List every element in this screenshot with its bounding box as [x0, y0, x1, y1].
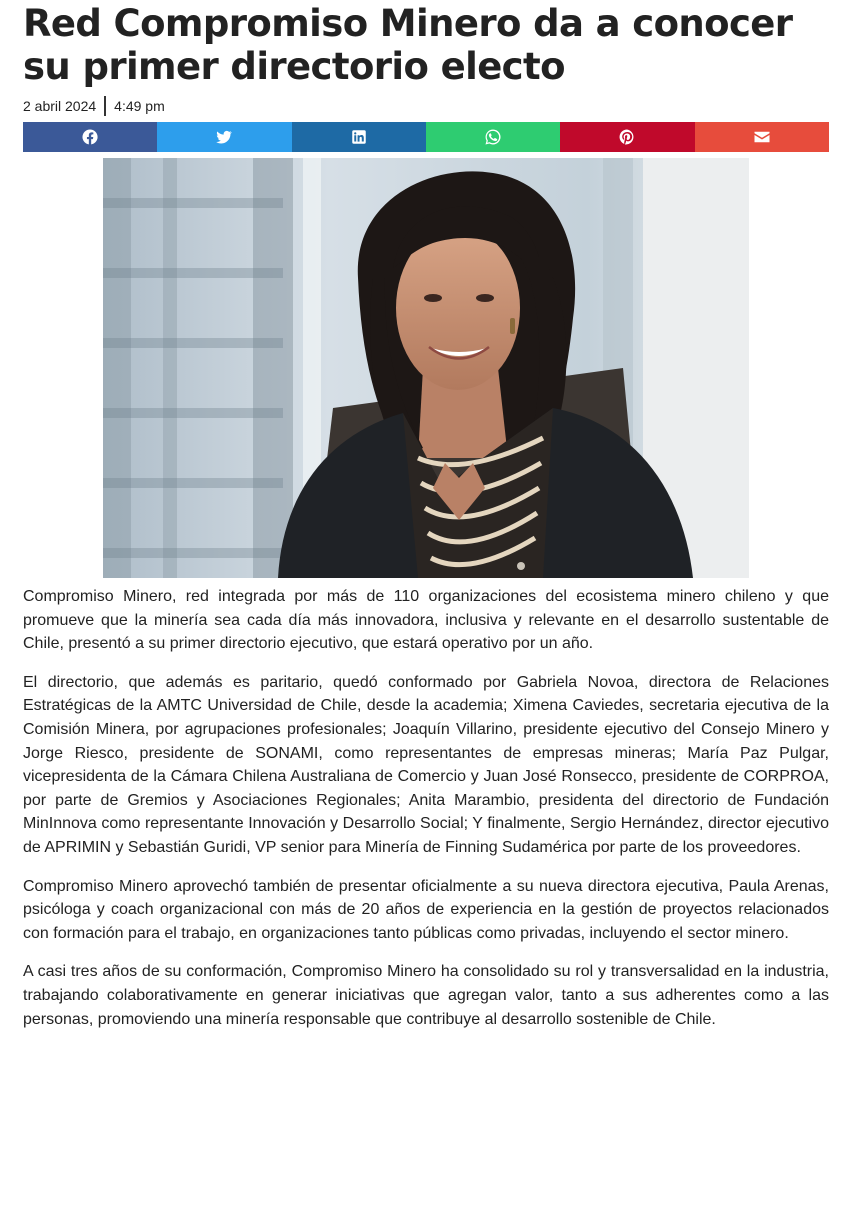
share-twitter-button[interactable]	[157, 122, 291, 152]
share-facebook-button[interactable]	[23, 122, 157, 152]
article-body	[23, 585, 829, 1031]
twitter-icon	[215, 128, 233, 146]
share-email-button[interactable]	[695, 122, 829, 152]
envelope-icon	[753, 128, 771, 146]
linkedin-icon	[350, 128, 368, 146]
publish-time: 4:49 pm	[114, 98, 165, 114]
share-linkedin-button[interactable]	[292, 122, 426, 152]
meta-divider	[104, 96, 106, 116]
article	[23, 0, 829, 1046]
paragraph: Compromiso Minero, red integrada por más de 110 organizaciones del ecosistema minero chileno y que promueve que la minería sea cada día más innovadora, inclusiva y relevante en el desarrollo sustentable de Chile, presentó a su primer directorio ejecutivo, que estará operativo por un año.	[23, 588, 829, 653]
paragraph: Compromiso Minero aprovechó también de presentar oficialmente a su nueva directora ejecutiva, Paula Arenas, psicóloga y coach organizacional con más de 20 años de experiencia en la gestión de proyectos relacionados con formación para el trabajo, en organizaciones tanto públicas como privadas, incluyendo el sector minero.	[23, 877, 829, 942]
paragraph: El directorio, que además es paritario, quedó conformado por Gabriela Novoa, directora de Relaciones Estratégicas de la AMTC Universidad de Chile, desde la academia; Ximena Caviedes, secretaria ejecutiva de la Comisión Minera, por agrupaciones profesionales; Joaquín Villarino, presidente ejecutivo del Consejo Minero y Jorge Riesco, presidente de SONAMI, como representantes de empresas mineras; María Paz Pulgar, vicepresidenta de la Cámara Chilena Australiana de Comercio y Juan José Ronsecco, presidente de CORPROA, por parte de Gremios y Asociaciones Regionales; Anita Marambio, presidenta del directorio de Fundación MinInnova como representante Innovación y Desarrollo Social; Y finalmente, Sergio Hernández, director ejecutivo de APRIMIN y Sebastián Guridi, VP senior para Minería de Finning Sudamérica por parte de los proveedores.	[23, 673, 829, 856]
share-whatsapp-button[interactable]	[426, 122, 560, 152]
pinterest-icon	[618, 128, 636, 146]
share-pinterest-button[interactable]	[560, 122, 694, 152]
facebook-icon	[81, 128, 99, 146]
whatsapp-icon	[484, 128, 502, 146]
article-title: Red Compromiso Minero da a conocer su primer directorio electo	[23, 2, 793, 88]
share-bar	[23, 122, 829, 152]
portrait-image	[103, 158, 749, 578]
paragraph: A casi tres años de su conformación, Compromiso Minero ha consolidado su rol y transversalidad en la industria, trabajando colaborativamente en generar iniciativas que agregan valor, tanto a sus adherentes como a las personas, promoviendo una minería responsable que contribuye al desarrollo sostenible de Chile.	[23, 963, 829, 1028]
article-photo	[103, 158, 749, 578]
publish-date: 2 abril 2024	[23, 98, 97, 114]
article-meta	[23, 96, 829, 116]
